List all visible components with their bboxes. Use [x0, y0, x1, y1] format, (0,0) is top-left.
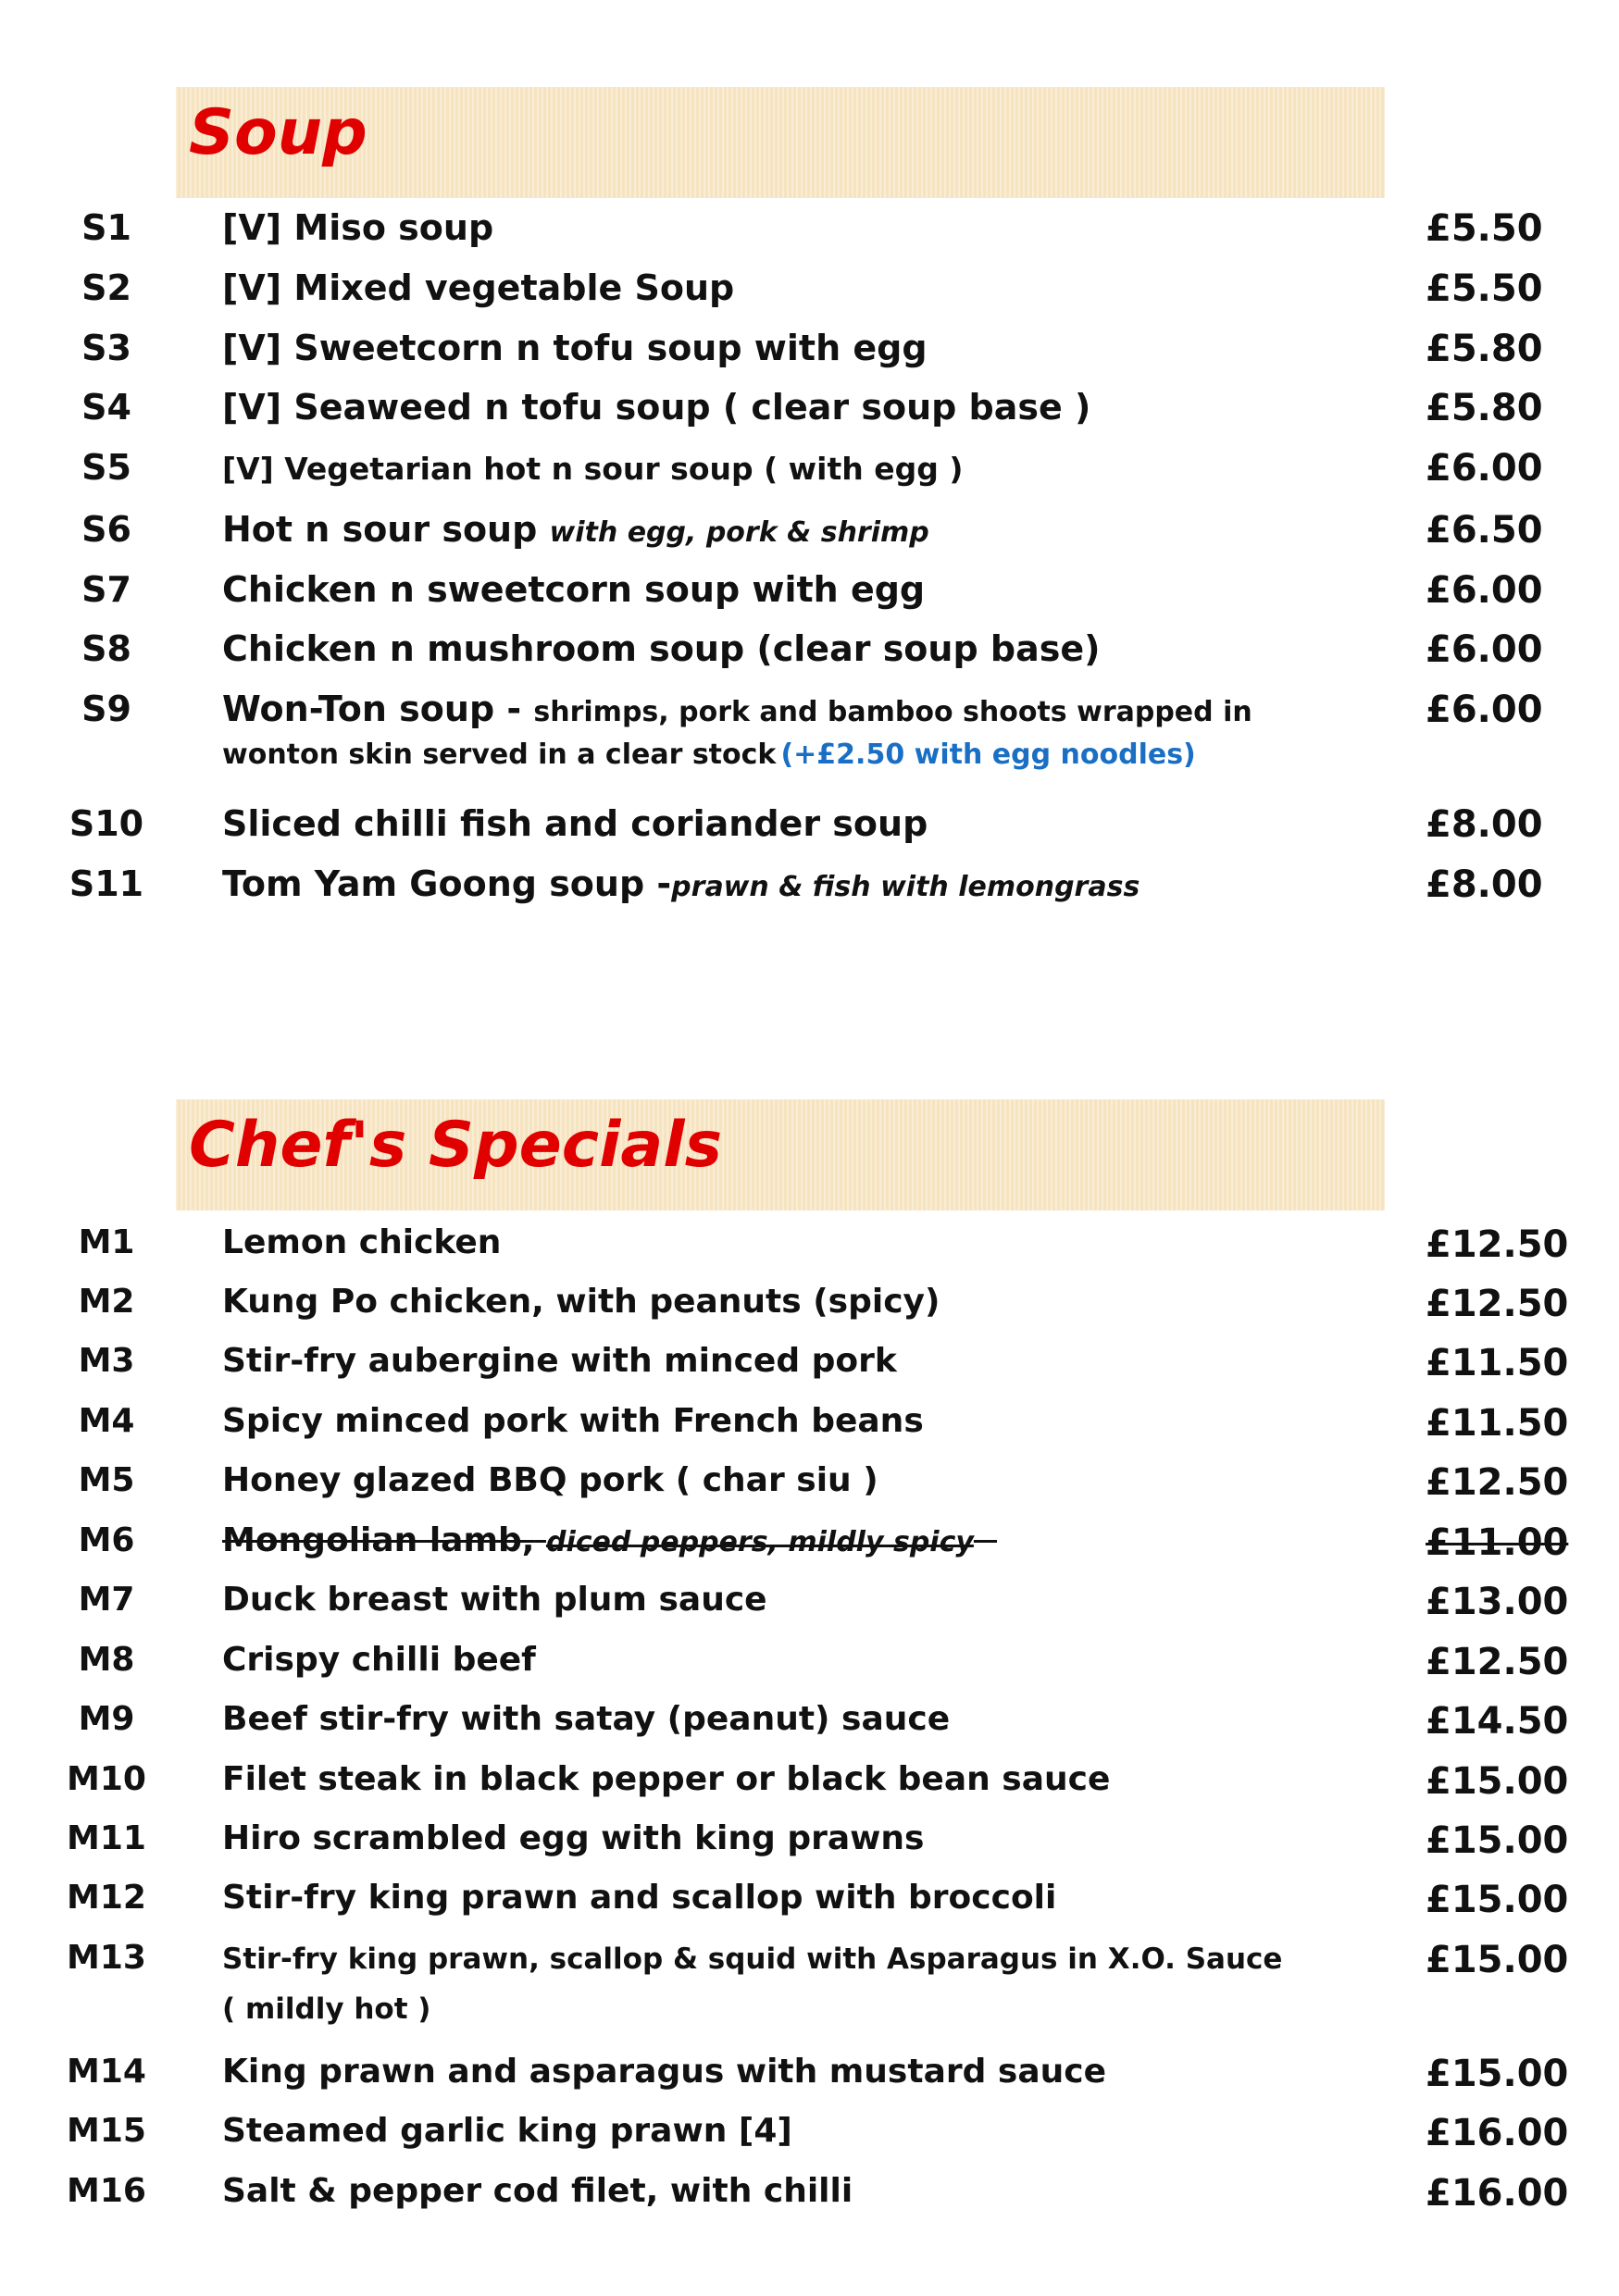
item-code: S4 — [81, 387, 131, 428]
menu-item-s2 — [0, 260, 1619, 316]
item-code: S11 — [68, 863, 144, 904]
item-price: £5.50 — [1426, 207, 1543, 250]
item-code: M12 — [67, 1879, 146, 1917]
item-code: M1 — [78, 1223, 135, 1261]
item-price: £12.50 — [1426, 1461, 1569, 1504]
item-name: Tom Yam Goong soup - — [222, 863, 672, 904]
menu-item-s10 — [0, 796, 1619, 851]
item-code: M15 — [67, 2112, 146, 2150]
menu-item-m4 — [0, 1395, 1619, 1450]
menu-item-s7 — [0, 562, 1619, 617]
item-description: with egg, pork & shrimp — [549, 516, 929, 549]
item-code: M6 — [78, 1521, 135, 1559]
item-price: £6.00 — [1426, 628, 1543, 671]
item-code: M16 — [67, 2172, 146, 2210]
item-price: £5.80 — [1426, 387, 1543, 429]
item-code: S7 — [81, 569, 131, 610]
item-description-line2 — [222, 738, 1196, 771]
item-name: Kung Po chicken, with peanuts (spicy) — [222, 1283, 940, 1321]
menu-item-s3 — [0, 320, 1619, 376]
menu-item-m13 — [0, 1931, 1619, 2046]
item-price: £6.50 — [1426, 509, 1543, 552]
item-name: Lemon chicken — [222, 1223, 502, 1261]
item-name-wrap — [222, 863, 1140, 904]
item-price: £6.00 — [1426, 447, 1543, 490]
item-code: S5 — [81, 447, 131, 488]
item-name: [V] Vegetarian hot n sour soup ( with egg ) — [222, 451, 964, 487]
item-code: S6 — [81, 509, 131, 550]
item-price: £8.00 — [1426, 803, 1543, 846]
item-name: Filet steak in black pepper or black bean sauce — [222, 1760, 1111, 1798]
menu-item-m10 — [0, 1753, 1619, 1808]
item-name-wrap — [222, 509, 929, 550]
item-code: M10 — [67, 1760, 146, 1798]
menu-item-s11 — [0, 856, 1619, 912]
item-price: £6.00 — [1426, 689, 1543, 731]
menu-item-m15 — [0, 2104, 1619, 2160]
menu-item-m6 — [0, 1514, 1619, 1570]
item-name: King prawn and asparagus with mustard sauce — [222, 2053, 1107, 2091]
item-price: £12.50 — [1426, 1641, 1569, 1683]
menu-item-m9 — [0, 1693, 1619, 1748]
item-price: £15.00 — [1426, 1760, 1569, 1803]
specials-banner — [176, 1099, 1385, 1210]
item-name: [V] Sweetcorn n tofu soup with egg — [222, 328, 928, 368]
item-name-wrap — [222, 1521, 997, 1559]
menu-item-s1 — [0, 200, 1619, 255]
item-name: Hiro scrambled egg with king prawns — [222, 1819, 925, 1857]
item-price: £5.50 — [1426, 267, 1543, 310]
item-price: £16.00 — [1426, 2112, 1569, 2154]
item-name: [V] Seaweed n tofu soup ( clear soup base ) — [222, 387, 1091, 428]
item-price: £11.50 — [1426, 1342, 1569, 1384]
item-description: wonton skin served in a clear stock — [222, 738, 777, 771]
item-name: Mongolian lamb, — [222, 1521, 535, 1559]
specials-title: Chef's Specials — [189, 1109, 723, 1182]
item-price: £15.00 — [1426, 2053, 1569, 2095]
menu-item-m5 — [0, 1454, 1619, 1509]
soup-title: Soup — [189, 96, 367, 169]
soup-banner — [176, 87, 1385, 198]
item-name: Duck breast with plum sauce — [222, 1581, 767, 1619]
item-code: M4 — [78, 1402, 135, 1440]
item-price: £8.00 — [1426, 863, 1543, 906]
item-name: Steamed garlic king prawn [4] — [222, 2112, 792, 2150]
item-code: S1 — [81, 207, 131, 248]
item-name: [V] Miso soup — [222, 207, 494, 248]
item-price: £6.00 — [1426, 569, 1543, 612]
menu-item-m8 — [0, 1633, 1619, 1689]
item-name: Chicken n mushroom soup (clear soup base) — [222, 628, 1101, 669]
item-price: £15.00 — [1426, 1879, 1569, 1921]
item-name: Sliced chilli fish and coriander soup — [222, 803, 928, 844]
item-price: £12.50 — [1426, 1223, 1569, 1266]
item-code: S8 — [81, 628, 131, 669]
item-name: Stir-fry king prawn and scallop with broccoli — [222, 1879, 1057, 1917]
menu-item-m1 — [0, 1216, 1619, 1272]
item-code: M3 — [78, 1342, 135, 1380]
item-price: £14.50 — [1426, 1700, 1569, 1743]
menu-item-m16 — [0, 2165, 1619, 2220]
menu-item-m3 — [0, 1334, 1619, 1390]
menu-item-m7 — [0, 1573, 1619, 1629]
item-price: £16.00 — [1426, 2172, 1569, 2215]
item-description: diced peppers, mildly spicy — [545, 1526, 974, 1558]
menu-item-s4 — [0, 379, 1619, 435]
item-name: Spicy minced pork with French beans — [222, 1402, 924, 1440]
item-code: M14 — [67, 2053, 146, 2091]
item-code: S9 — [81, 689, 131, 729]
item-name: Chicken n sweetcorn soup with egg — [222, 569, 926, 610]
item-price: £5.80 — [1426, 328, 1543, 370]
item-price: £15.00 — [1426, 1819, 1569, 1862]
item-name: Honey glazed BBQ pork ( char siu ) — [222, 1461, 878, 1499]
item-code: M7 — [78, 1581, 135, 1619]
menu-item-m14 — [0, 2045, 1619, 2101]
item-description: prawn & fish with lemongrass — [671, 871, 1140, 903]
item-name: Crispy chilli beef — [222, 1641, 536, 1679]
item-name: Stir-fry aubergine with minced pork — [222, 1342, 897, 1380]
item-note: (+£2.50 with egg noodles) — [780, 738, 1196, 771]
item-code: M13 — [67, 1939, 146, 1977]
item-price: £13.00 — [1426, 1581, 1569, 1623]
item-code: M5 — [78, 1461, 135, 1499]
menu-item-s9 — [0, 681, 1619, 792]
item-code: M9 — [78, 1700, 135, 1738]
item-name-line2: ( mildly hot ) — [222, 1992, 431, 2026]
item-name: [V] Mixed vegetable Soup — [222, 267, 735, 308]
item-price: £11.00 — [1426, 1521, 1569, 1564]
item-code: M2 — [78, 1283, 135, 1321]
item-code: M11 — [67, 1819, 146, 1857]
menu-item-s6 — [0, 502, 1619, 557]
item-code: M8 — [78, 1641, 135, 1679]
menu-item-m11 — [0, 1812, 1619, 1868]
menu-item-s5 — [0, 440, 1619, 495]
item-price: £12.50 — [1426, 1283, 1569, 1325]
item-code: S3 — [81, 328, 131, 368]
item-name-wrap — [222, 689, 1252, 729]
item-name: Stir-fry king prawn, scallop & squid with Asparagus in X.O. Sauce — [222, 1942, 1283, 1976]
item-code: S2 — [81, 267, 131, 308]
menu-item-m2 — [0, 1275, 1619, 1331]
item-name: Beef stir-fry with satay (peanut) sauce — [222, 1700, 951, 1738]
item-name: Hot n sour soup — [222, 509, 538, 550]
item-code: S10 — [68, 803, 144, 844]
item-price: £15.00 — [1426, 1939, 1569, 1981]
item-price: £11.50 — [1426, 1402, 1569, 1445]
item-description: shrimps, pork and bamboo shoots wrapped in — [533, 696, 1252, 728]
menu-item-s8 — [0, 621, 1619, 676]
menu-item-m12 — [0, 1871, 1619, 1927]
item-name: Salt & pepper cod filet, with chilli — [222, 2172, 853, 2210]
item-name: Won-Ton soup - — [222, 689, 522, 729]
